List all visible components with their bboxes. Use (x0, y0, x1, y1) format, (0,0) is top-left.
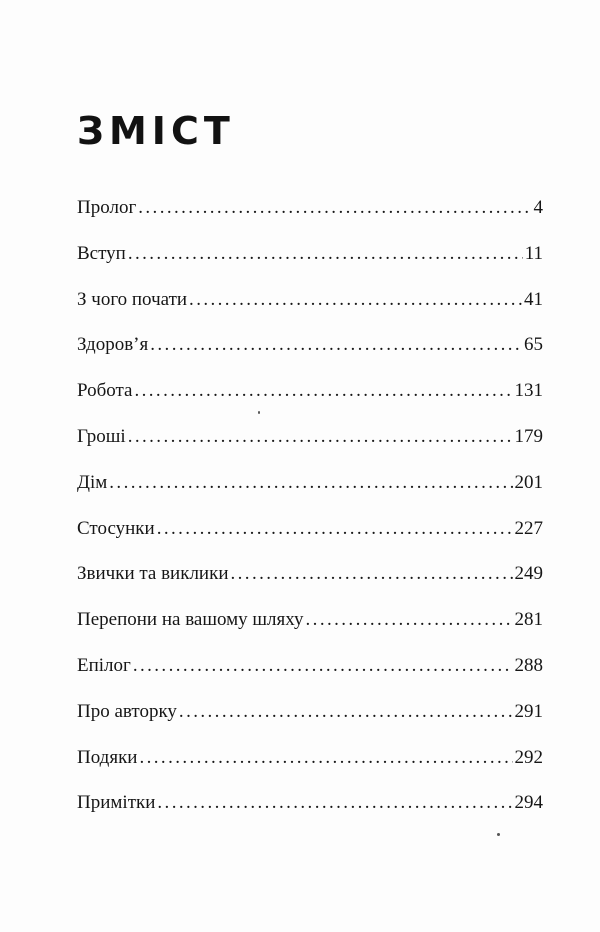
contents-heading: ЗМІСТ (77, 109, 235, 153)
toc-entry-page: 291 (514, 700, 543, 722)
toc-entry-page: 294 (514, 792, 543, 814)
dot-leader (109, 472, 512, 494)
toc-entry (77, 334, 543, 380)
dot-leader (134, 380, 512, 402)
toc-entry-page: 4 (533, 197, 543, 218)
dot-leader (157, 792, 512, 814)
dot-leader (157, 518, 513, 540)
toc-entry-title: Епілог (77, 654, 131, 676)
dot-leader (138, 197, 531, 219)
toc-entry-page: 227 (514, 517, 543, 539)
dot-leader (128, 243, 523, 265)
toc-entry (77, 609, 543, 655)
toc-entry (77, 747, 543, 793)
toc-entry (77, 655, 543, 701)
toc-entry (77, 792, 543, 838)
toc-entry-title: Подяки (77, 746, 138, 768)
toc-entry (77, 518, 543, 564)
toc-entry (77, 197, 543, 243)
table-of-contents (77, 197, 543, 838)
dot-leader (189, 289, 522, 311)
toc-entry-page: 41 (524, 288, 543, 310)
toc-entry-title: Дім (77, 471, 108, 493)
toc-entry (77, 701, 543, 747)
toc-entry-page: 292 (514, 746, 543, 768)
toc-entry (77, 426, 543, 472)
toc-entry (77, 563, 543, 609)
dot-leader (306, 609, 513, 631)
toc-entry-title: Пролог (77, 197, 137, 218)
toc-entry-page: 281 (514, 609, 543, 631)
toc-entry-page: 201 (514, 471, 543, 493)
toc-entry-title: Робота (77, 380, 133, 402)
toc-entry-title: Здоров’я (77, 334, 149, 356)
toc-entry-page: 179 (514, 425, 543, 447)
toc-entry (77, 472, 543, 518)
toc-entry-title: Про авторку (77, 700, 177, 722)
toc-entry-title: Гроші (77, 425, 126, 447)
dot-leader (139, 747, 512, 769)
toc-entry-title: Стосунки (77, 517, 155, 539)
toc-entry-page: 65 (524, 334, 543, 356)
toc-entry-page: 288 (514, 654, 543, 676)
toc-entry-title: Звички та виклики (77, 563, 229, 585)
toc-entry-title: Примітки (77, 792, 156, 814)
dot-leader (150, 334, 522, 356)
dot-leader (133, 655, 513, 677)
toc-entry-page: 249 (514, 563, 543, 585)
toc-entry (77, 243, 543, 289)
dot-leader (231, 563, 513, 585)
toc-entry-title: З чого почати (77, 288, 188, 310)
paper-speck (258, 411, 260, 414)
toc-entry (77, 289, 543, 335)
dot-leader (179, 701, 513, 723)
toc-entry-page: 131 (514, 380, 543, 402)
paper-speck (497, 833, 500, 836)
toc-entry (77, 380, 543, 426)
toc-entry-page: 11 (524, 242, 543, 264)
toc-entry-title: Вступ (77, 242, 126, 264)
dot-leader (128, 426, 513, 448)
toc-entry-title: Перепони на вашому шляху (77, 609, 304, 631)
